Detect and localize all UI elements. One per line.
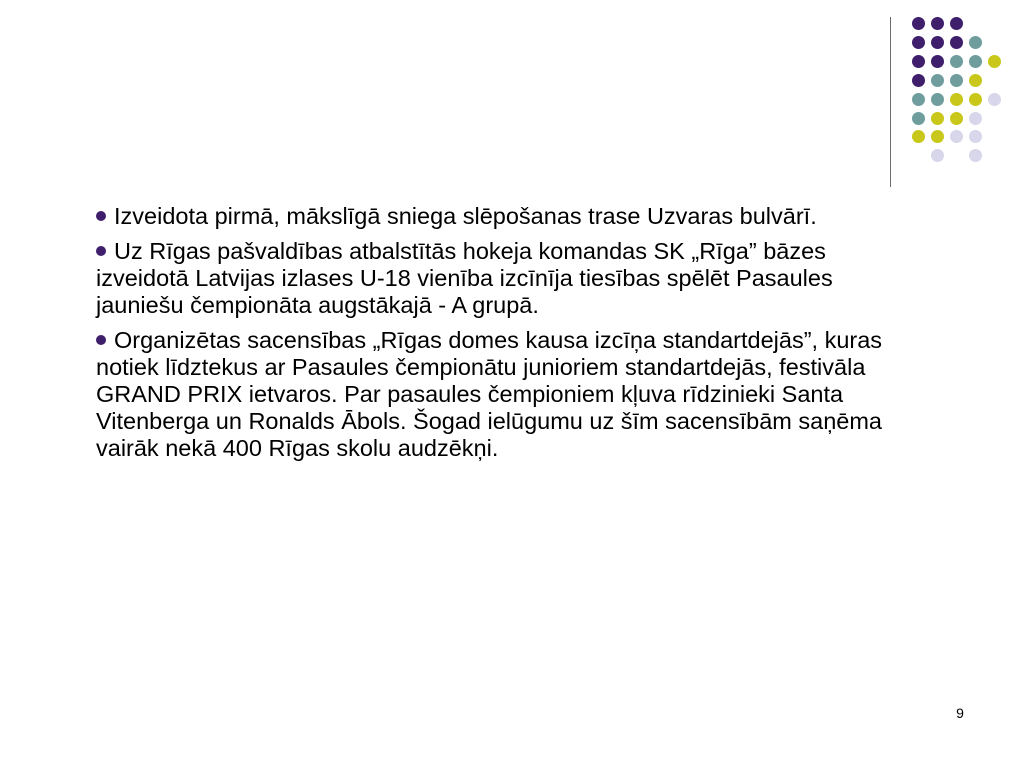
bullet-item — [96, 203, 916, 230]
bullet-text: Izveidota pirmā, mākslīgā sniega slēpošanas trase Uzvaras bulvārī. — [114, 203, 817, 229]
bullet-dot-icon — [96, 246, 106, 256]
decor-dot — [912, 55, 925, 68]
decor-dot — [931, 93, 944, 106]
decor-dot — [912, 74, 925, 87]
decor-dot — [969, 112, 982, 125]
decor-dot — [988, 55, 1001, 68]
vertical-divider — [890, 17, 891, 187]
decorative-dot-grid — [0, 0, 1024, 200]
decor-dot — [969, 74, 982, 87]
decor-dot — [931, 149, 944, 162]
decor-dot — [950, 74, 963, 87]
decor-dot — [969, 93, 982, 106]
bullet-text: Organizētas sacensības „Rīgas domes kausa izcīņa standartdejās”, kuras notiek līdztekus ar Pasaules čempionātu junioriem standartdejās, festivāla GRAND PRIX ietvaros. Par pasaules čempioniem kļuva rīdzinieki Santa Vitenberga un Ronalds Ābols. Šogad ielūgumu uz šīm sacensībām saņēma vairāk nekā 400 Rīgas skolu audzēkņi. — [96, 327, 883, 461]
decor-dot — [969, 149, 982, 162]
decor-dot — [950, 17, 963, 30]
decor-dot — [969, 130, 982, 143]
bullet-text: Uz Rīgas pašvaldības atbalstītās hokeja komandas SK „Rīga” bāzes izveidotā Latvijas izlases U-18 vienība izcīnīja tiesības spēlēt Pasaules jauniešu čempionāta augstākajā - A grupā. — [96, 238, 833, 318]
decor-dot — [912, 17, 925, 30]
decor-dot — [912, 36, 925, 49]
decor-dot — [950, 36, 963, 49]
decor-dot — [969, 55, 982, 68]
decor-dot — [950, 55, 963, 68]
decor-dot — [950, 130, 963, 143]
decor-dot — [912, 93, 925, 106]
bullet-item — [96, 327, 916, 462]
bullet-dot-icon — [96, 211, 106, 221]
decor-dot — [950, 112, 963, 125]
decor-dot — [912, 112, 925, 125]
decor-dot — [931, 36, 944, 49]
decor-dot — [969, 36, 982, 49]
bullet-item — [96, 238, 916, 319]
bullet-dot-icon — [96, 335, 106, 345]
bullet-list — [96, 203, 916, 470]
decor-dot — [931, 130, 944, 143]
decor-dot — [912, 130, 925, 143]
decor-dot — [931, 112, 944, 125]
decor-dot — [950, 93, 963, 106]
decor-dot — [931, 17, 944, 30]
decor-dot — [931, 55, 944, 68]
decor-dot — [988, 93, 1001, 106]
page-number: 9 — [956, 705, 964, 721]
decor-dot — [931, 74, 944, 87]
